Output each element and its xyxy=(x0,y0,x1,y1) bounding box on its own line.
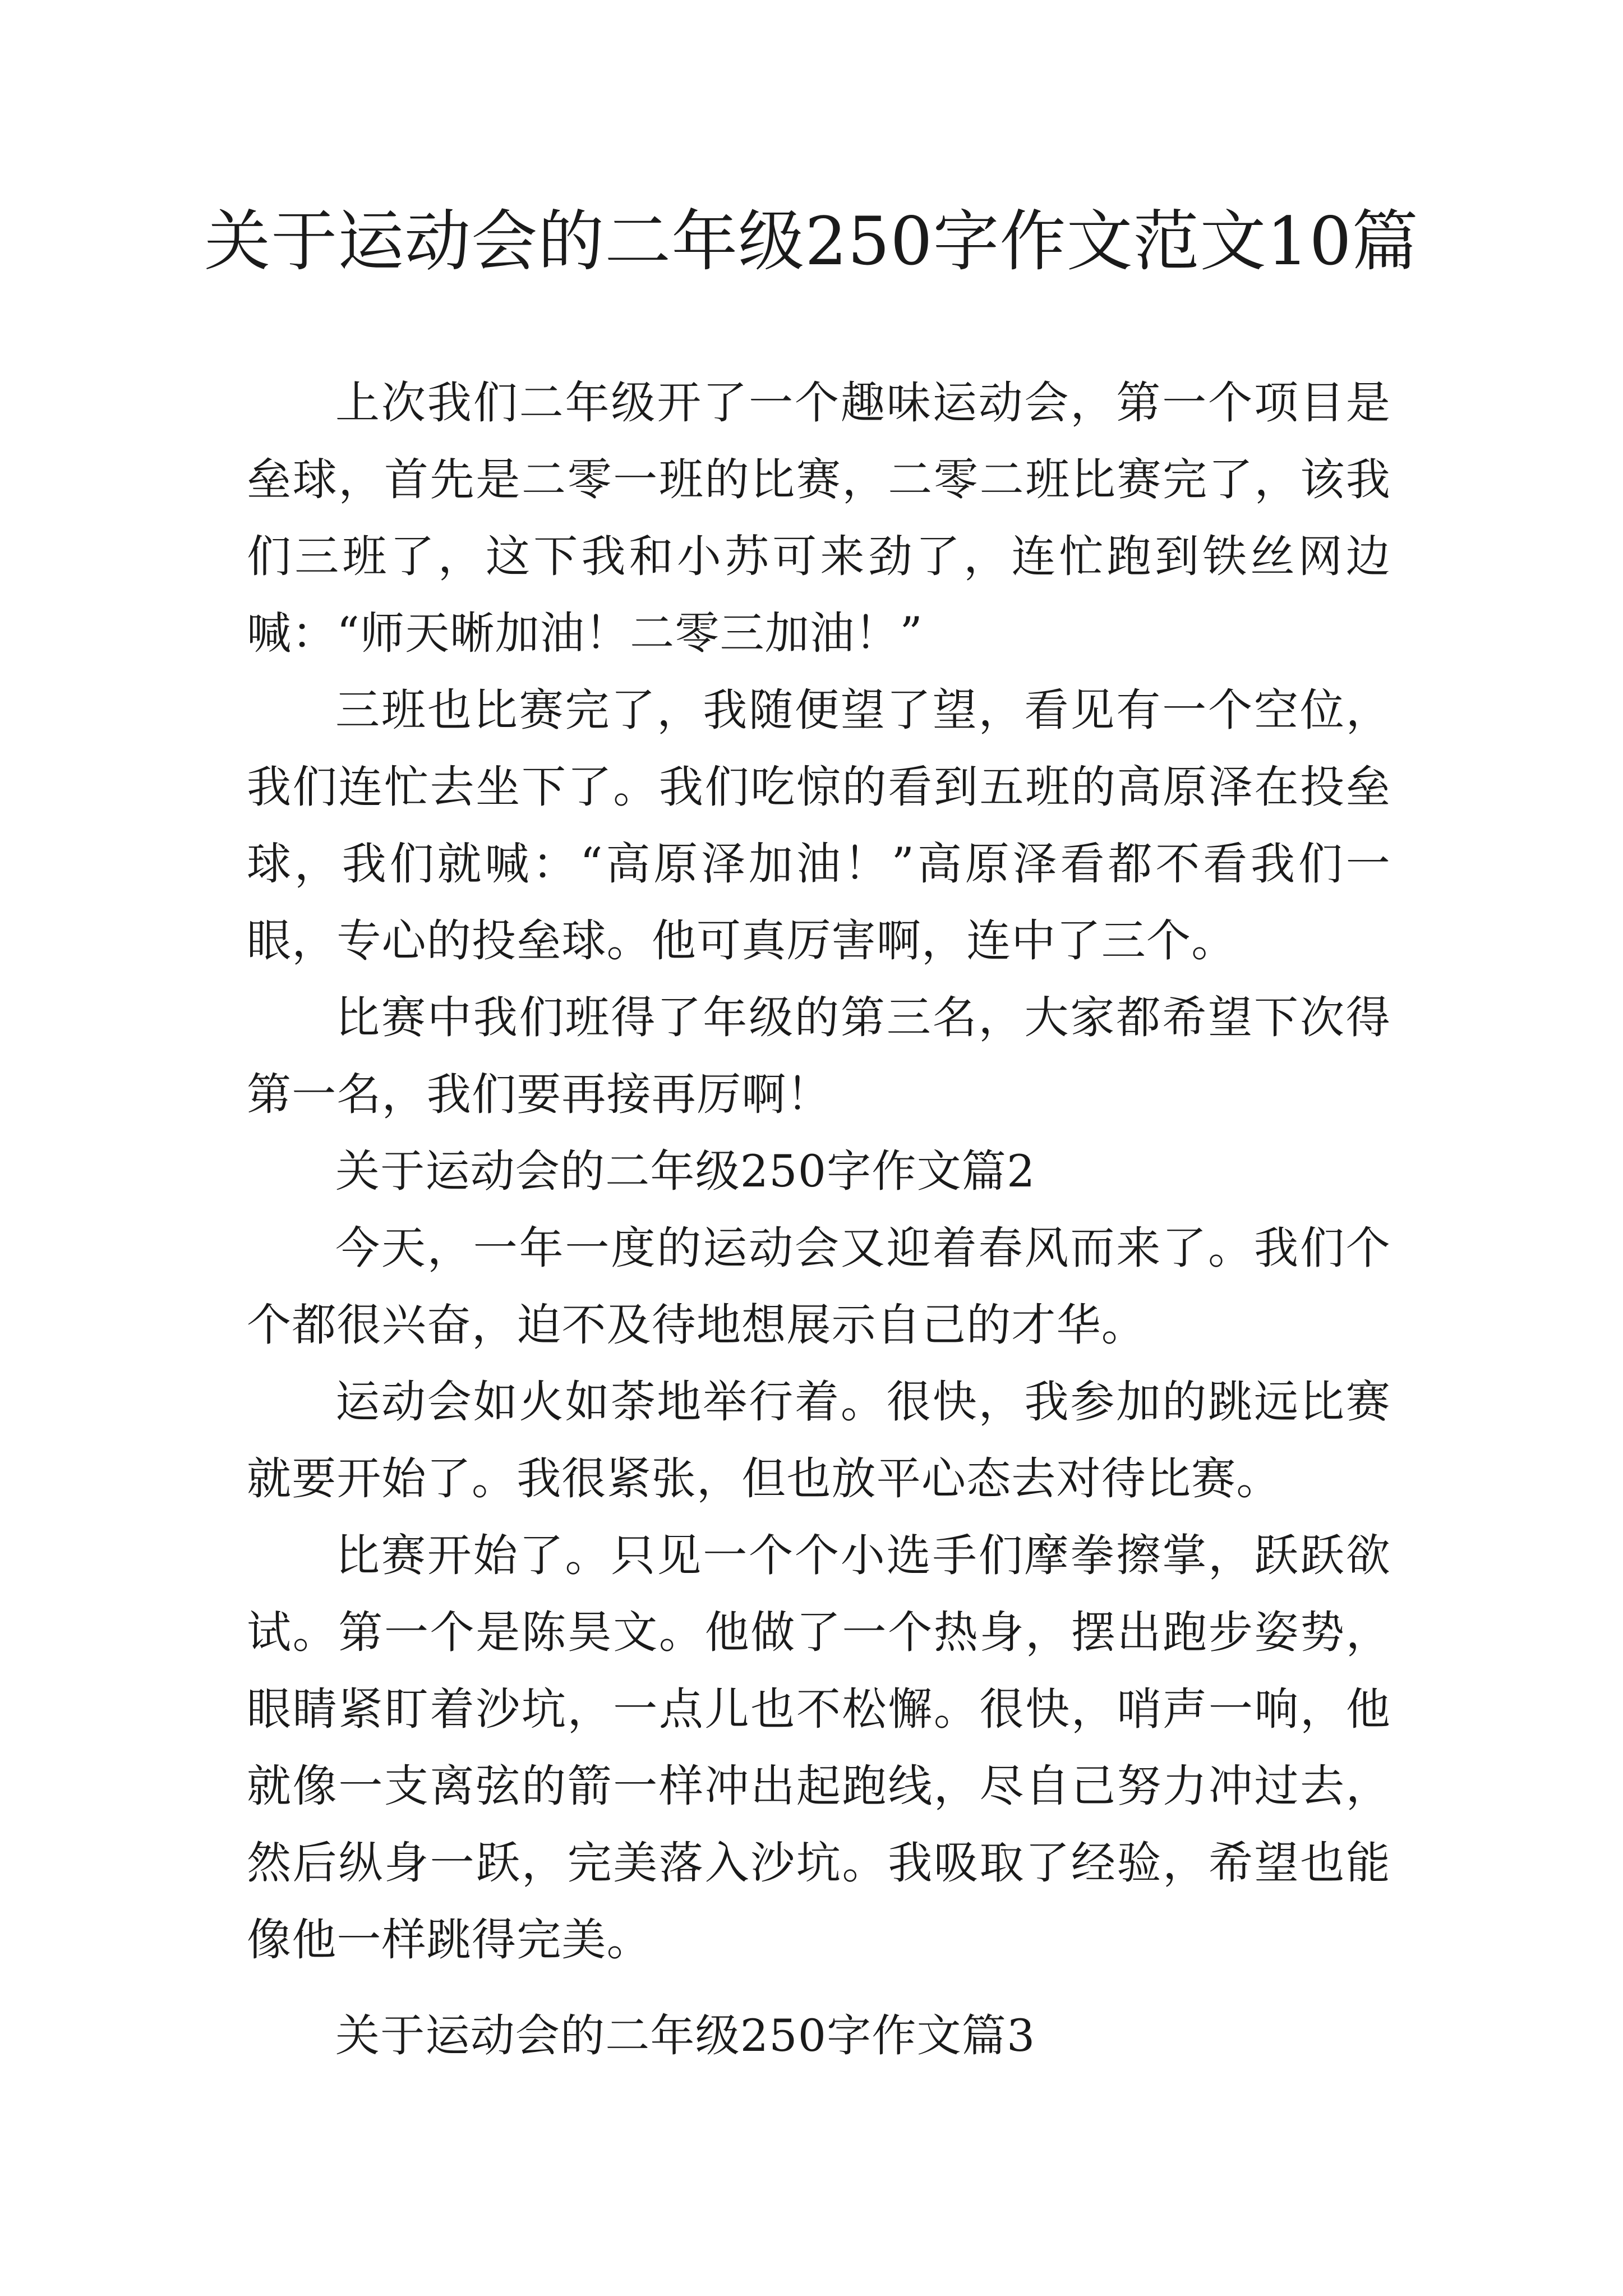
section-heading-3: 关于运动会的二年级250字作文篇3 xyxy=(335,2010,1036,2062)
paragraph-1: 上次我们二年级开了一个趣味运动会，第一个项目是垒球，首先是二零一班的比赛，二零二班比赛完了，该我们三班了，这下我和小苏可来劲了，连忙跑到铁丝网边喊：“师天晰加油！二零三加油！” xyxy=(247,377,1391,659)
document-title: 关于运动会的二年级250字作文范文10篇 xyxy=(204,203,1419,280)
paragraph-3: 比赛中我们班得了年级的第三名，大家都希望下次得第一名，我们要再接再厉啊！ xyxy=(247,992,1391,1120)
paragraph-4: 今天，一年一度的运动会又迎着春风而来了。我们个个都很兴奋，迫不及待地想展示自己的才华。 xyxy=(247,1222,1391,1351)
document-body xyxy=(247,365,1391,2074)
paragraph-5: 运动会如火如荼地举行着。很快，我参加的跳远比赛就要开始了。我很紧张，但也放平心态去对待比赛。 xyxy=(247,1376,1391,1504)
paragraph-2: 三班也比赛完了，我随便望了望，看见有一个空位，我们连忙去坐下了。我们吃惊的看到五班的高原泽在投垒球，我们就喊：“高原泽加油！”高原泽看都不看我们一眼，专心的投垒球。他可真厉害啊，连中了三个。 xyxy=(247,684,1391,967)
section-heading-2: 关于运动会的二年级250字作文篇2 xyxy=(335,1145,1036,1197)
paragraph-6: 比赛开始了。只见一个个小选手们摩拳擦掌，跃跃欲试。第一个是陈昊文。他做了一个热身，摆出跑步姿势，眼睛紧盯着沙坑，一点儿也不松懈。很快，哨声一响，他就像一支离弦的箭一样冲出起跑线，尽自己努力冲过去，然后纵身一跃，完美落入沙坑。我吸取了经验，希望也能像他一样跳得完美。 xyxy=(247,1530,1391,1966)
